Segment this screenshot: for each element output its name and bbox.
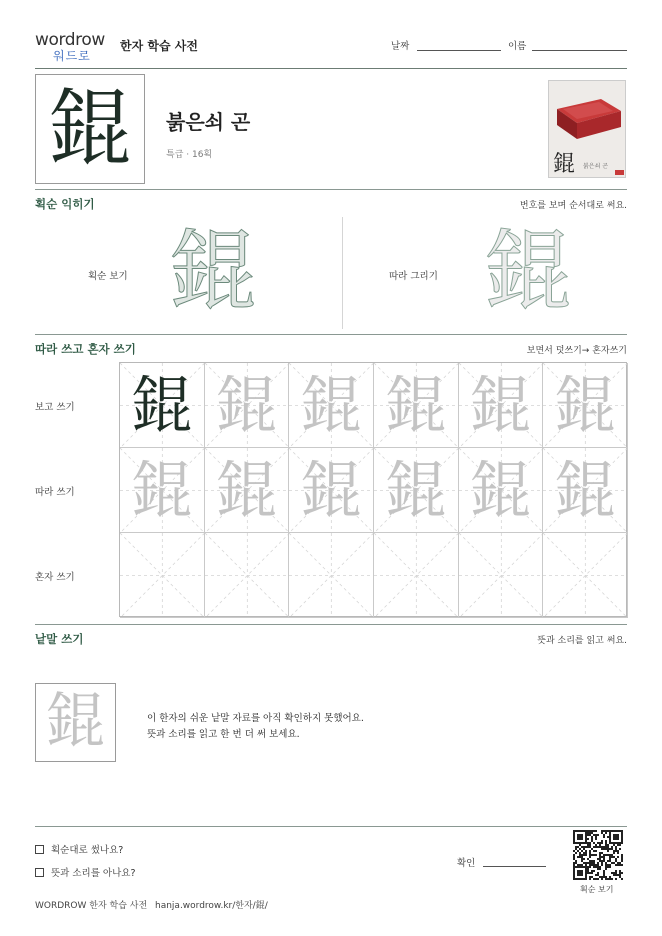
hero-title: 붉은쇠 곤 bbox=[166, 110, 251, 134]
practice-cell[interactable] bbox=[459, 448, 544, 533]
stroke-section-title: 획순 익히기 bbox=[35, 197, 95, 211]
header-divider bbox=[35, 68, 627, 69]
practice-cell[interactable] bbox=[543, 363, 628, 448]
practice-cell[interactable] bbox=[374, 448, 459, 533]
thumb-badge bbox=[615, 170, 624, 175]
practice-cell[interactable] bbox=[543, 448, 628, 533]
stroke-section-hint: 번호를 보며 순서대로 써요. bbox=[519, 201, 627, 211]
checkbox-icon[interactable] bbox=[35, 845, 44, 854]
practice-cell[interactable] bbox=[459, 533, 544, 618]
thumb-character: 錕 bbox=[553, 152, 576, 177]
confirm-field[interactable] bbox=[483, 866, 546, 867]
checklist-item-stroke-order[interactable] bbox=[35, 842, 123, 856]
row-label-trace: 따라 쓰기 bbox=[35, 487, 75, 498]
stroke-trace-label: 따라 그리기 bbox=[389, 271, 438, 282]
hero-character: 錕 bbox=[47, 80, 132, 178]
practice-grid bbox=[119, 362, 627, 617]
hero-meta: 특급 · 16획 bbox=[166, 150, 213, 160]
confirm-label: 확인 bbox=[457, 858, 476, 869]
section-divider bbox=[35, 189, 627, 190]
practice-character: 錕 bbox=[384, 369, 447, 442]
footer-brand: WORDROW 한자 학습 사전 bbox=[35, 901, 148, 911]
cell-guide-lines bbox=[205, 533, 290, 618]
name-field[interactable] bbox=[532, 50, 627, 51]
checklist-label: 뜻과 소리를 아나요? bbox=[51, 868, 136, 879]
practice-character: 錕 bbox=[469, 454, 532, 527]
checkbox-icon[interactable] bbox=[35, 868, 44, 877]
practice-character: 錕 bbox=[554, 454, 617, 527]
practice-character: 錕 bbox=[215, 454, 278, 527]
app-title: 한자 학습 사전 bbox=[120, 39, 198, 53]
practice-character: 錕 bbox=[554, 369, 617, 442]
practice-character: 錕 bbox=[384, 454, 447, 527]
write-section-title: 따라 쓰고 혼자 쓰기 bbox=[35, 342, 136, 356]
practice-cell[interactable] bbox=[120, 363, 205, 448]
practice-character: 錕 bbox=[300, 454, 363, 527]
cell-guide-lines bbox=[289, 533, 374, 618]
stroke-divider bbox=[342, 217, 343, 329]
stroke-view-label: 획순 보기 bbox=[88, 271, 128, 282]
qr-code-icon[interactable] bbox=[573, 830, 623, 880]
stroke-view-character: 錕 bbox=[168, 220, 257, 323]
practice-character: 錕 bbox=[130, 454, 193, 527]
practice-cell[interactable] bbox=[289, 533, 374, 618]
footer-url[interactable]: hanja.wordrow.kr/한자/錕/ bbox=[155, 901, 268, 911]
stroke-view-glyph bbox=[155, 222, 271, 322]
qr-caption: 획순 보기 bbox=[580, 885, 614, 894]
practice-cell[interactable] bbox=[289, 448, 374, 533]
word-char-box bbox=[35, 683, 116, 762]
section-divider bbox=[35, 334, 627, 335]
cell-guide-lines bbox=[120, 533, 205, 618]
practice-character: 錕 bbox=[300, 369, 363, 442]
cell-guide-lines bbox=[374, 533, 459, 618]
name-label: 이름 bbox=[508, 41, 527, 52]
row-label-solo: 혼자 쓰기 bbox=[35, 572, 75, 583]
section-divider bbox=[35, 624, 627, 625]
cell-guide-lines bbox=[459, 533, 544, 618]
word-character: 錕 bbox=[45, 687, 106, 757]
hero-thumbnail bbox=[548, 80, 626, 178]
logo-text: wordrow bbox=[35, 30, 105, 50]
practice-character: 錕 bbox=[130, 369, 193, 442]
write-section-hint: 보면서 덧쓰기→ 혼자쓰기 bbox=[526, 346, 627, 356]
logo-korean: 워드로 bbox=[53, 49, 91, 63]
section-divider bbox=[35, 826, 627, 827]
practice-cell[interactable] bbox=[459, 363, 544, 448]
row-label-view: 보고 쓰기 bbox=[35, 402, 75, 413]
practice-cell[interactable] bbox=[374, 363, 459, 448]
word-message-line2: 뜻과 소리를 읽고 한 번 더 써 보세요. bbox=[147, 729, 300, 740]
date-label: 날짜 bbox=[391, 41, 410, 52]
practice-cell[interactable] bbox=[543, 533, 628, 618]
date-field[interactable] bbox=[417, 50, 501, 51]
word-section-title: 낱말 쓰기 bbox=[35, 632, 84, 646]
practice-cell[interactable] bbox=[205, 448, 290, 533]
word-message-line1: 이 한자의 쉬운 낱말 자료를 아직 확인하지 못했어요. bbox=[147, 713, 364, 724]
stroke-trace-character: 錕 bbox=[483, 220, 572, 323]
practice-character: 錕 bbox=[215, 369, 278, 442]
stroke-trace-glyph[interactable] bbox=[470, 222, 586, 322]
practice-cell[interactable] bbox=[205, 533, 290, 618]
practice-cell[interactable] bbox=[120, 533, 205, 618]
checklist-item-meaning[interactable] bbox=[35, 865, 136, 879]
cell-guide-lines bbox=[543, 533, 628, 618]
practice-cell[interactable] bbox=[120, 448, 205, 533]
practice-cell[interactable] bbox=[205, 363, 290, 448]
practice-cell[interactable] bbox=[374, 533, 459, 618]
word-section-hint: 뜻과 소리를 읽고 써요. bbox=[537, 636, 627, 646]
practice-cell[interactable] bbox=[289, 363, 374, 448]
thumb-caption: 붉은쇠 곤 bbox=[583, 163, 609, 170]
wordrow-logo bbox=[35, 30, 115, 62]
practice-character: 錕 bbox=[469, 369, 532, 442]
checklist-label: 획순대로 썼나요? bbox=[51, 845, 124, 856]
